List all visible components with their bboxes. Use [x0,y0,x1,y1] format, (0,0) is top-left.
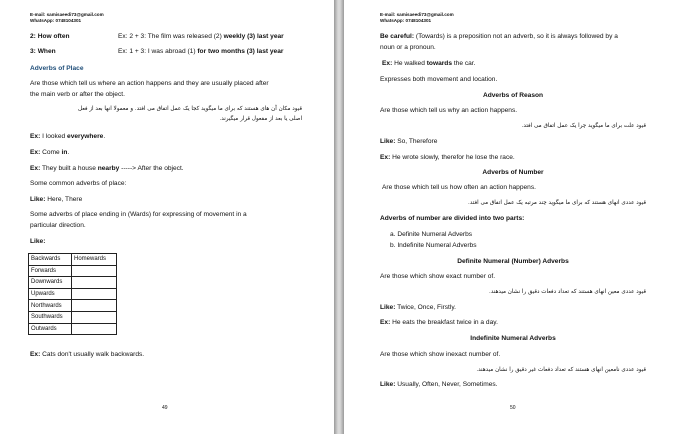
reason-heading: Adverbs of Reason [482,92,544,99]
table-cell [72,300,117,312]
table-row [29,265,117,277]
page-number: 49 [162,405,168,411]
example-line: Ex: Cats don't usually walk backwards. [30,351,145,358]
definite-definition: Are those which show exact number of. [380,273,496,280]
careful-note: noun or a pronoun. [380,44,436,51]
whatsapp-header: WhatsApp: 0748104301 [380,18,432,23]
number-heading: Adverbs of Number [482,169,544,176]
indefinite-heading: Indefinite Numeral Adverbs [470,335,556,342]
table-cell [72,277,117,289]
table-cell [72,288,117,300]
persian-line: قیود مکان آن های هستند که برای ما میگوید کجا یک عمل اتفاق می افتد. و معمولا انها بعد از فعل [77,106,302,112]
reason-definition: Are those which tell us why an action happens. [380,107,518,114]
table-row [29,311,117,323]
table-cell [72,265,117,277]
table-cell: Forwards [29,265,72,277]
definition-line: the main verb or after the object. [30,91,125,98]
common-adverbs-label: Some common adverbs of place: [30,180,127,187]
number-divided: Adverbs of number are divided into two parts: [380,215,525,222]
wards-line: Some adverbs of place ending in (Wards) for expressing of movement in a [30,211,247,218]
example-line: Ex: I looked everywhere. [30,133,106,140]
careful-note: Be careful: (Towards) is a preposition not an adverb, so it is always followed by a [380,33,618,40]
table-row [29,277,117,289]
example-line: Ex: He wrote slowly, therefor he lose the race. [380,154,515,161]
table-cell: Upwards [29,288,72,300]
how-often-label: 2: How often [30,33,70,40]
persian-line: قیود عددی انهای هستند که برای ما میگوید چند مرتبه یک عمل اتفاق می افتد. [468,200,646,206]
like-line: Like: Here, There [30,196,83,203]
number-definition: Are those which tell us how often an action happens. [382,184,536,191]
indefinite-definition: Are those which show inexact number of. [380,351,501,358]
persian-line: قیود عددی نامعین انهای هستند که تعداد دفعات غیر دقیق را نشان میدهند. [476,367,646,373]
like-label: Like: [30,238,46,245]
whatsapp-header: WhatsApp: 0748104301 [30,18,82,23]
how-often-example: Ex: 2 + 3: The film was released (2) weekly (3) last year [118,33,284,40]
email-header: E-mail: samisaeedi73@gmail.com [380,12,454,17]
list-item: a. Definite Numeral Adverbs [390,231,473,238]
like-line: Like: Twice, Once, Firstly. [380,304,456,311]
table-row [29,323,117,335]
page-number: 50 [510,405,516,411]
list-item: b. Indefinite Numeral Adverbs [390,242,477,249]
section-heading: Adverbs of Place [30,65,84,72]
table-cell: Backwards [29,254,72,266]
persian-line: قیود علت برای ما میگوید چرا یک عمل اتفاق می افتد. [521,123,646,129]
wards-table [28,253,117,335]
email-header: E-mail: samisaeedi73@gmail.com [30,12,104,17]
example-line: Ex: They built a house nearby -----> After the object. [30,165,184,172]
wards-line: particular direction. [30,222,86,229]
table-cell [72,311,117,323]
table-row [29,254,117,266]
table-cell: Southwards [29,311,72,323]
like-line: Like: Usually, Often, Never, Sometimes. [380,381,498,388]
table-row [29,288,117,300]
when-example: Ex: 1 + 3: I was abroad (1) for two months (3) last year [118,48,284,55]
when-label: 3: When [30,48,56,55]
persian-line: قیود عددی معین انهای هستند که تعداد دفعات دقیق را نشان میدهند. [489,289,646,295]
definite-heading: Definite Numeral (Number) Adverbs [457,258,569,265]
page-49 [0,0,334,434]
like-line: Like: So, Therefore [380,138,438,145]
page-50 [344,0,678,434]
table-row [29,300,117,312]
definition-line: Are those which tell us where an action happens and they are usually placed after [30,80,269,87]
expresses-line: Expresses both movement and location. [380,76,498,83]
book-spine [334,0,344,434]
table-cell [72,323,117,335]
table-cell: Downwards [29,277,72,289]
example-line: Ex: He walked towards the car. [382,60,476,67]
persian-line: اصلی یا بعد از مفعول قرار میگیرند. [219,116,302,122]
example-line: Ex: Come in. [30,149,70,156]
table-cell: Homewards [72,254,117,266]
example-line: Ex: He eats the breakfast twice in a day. [380,319,498,326]
table-cell: Northwards [29,300,72,312]
table-cell: Outwards [29,323,72,335]
